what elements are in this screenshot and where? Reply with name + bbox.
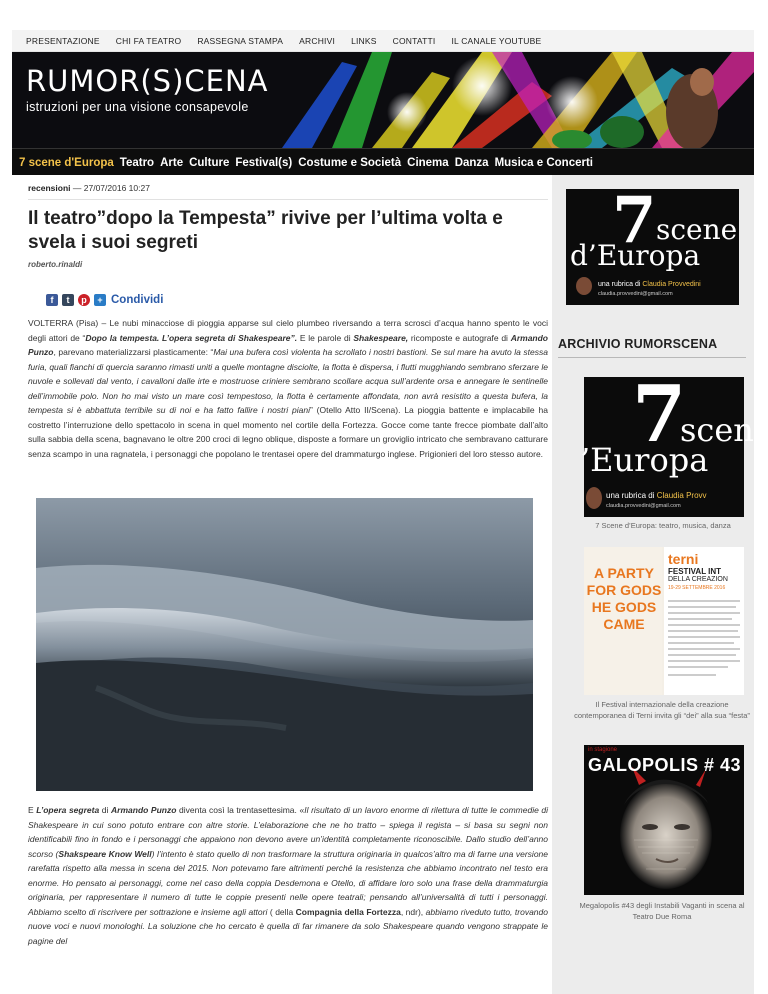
category-nav-item[interactable]: Costume e Società <box>298 156 402 169</box>
article-title: Il teatro”dopo la Tempesta” rivive per l’ultima volta e svela i suoi segreti <box>28 208 503 253</box>
ad-email: claudia.provvedini@gmail.com <box>598 291 673 297</box>
text-run: E <box>28 805 37 815</box>
top-nav-item[interactable]: CHI FA TEATRO <box>115 36 182 46</box>
text-run: , parevano materializzarsi plasticamente: “ <box>53 347 214 357</box>
text-run: Dopo la tempesta. L’opera segreta di Shakespeare”. <box>85 332 298 343</box>
thumb1-rubrica <box>606 491 707 500</box>
text-run: , ndr), <box>400 906 426 917</box>
category-nav-item[interactable]: 7 scene d'Europa <box>19 156 114 169</box>
ad-deuropa: d’Europa <box>570 239 701 272</box>
terni-brand: terni <box>668 551 699 567</box>
page <box>12 0 754 994</box>
ad-seven: 7 <box>612 183 657 258</box>
sidebar <box>552 175 754 994</box>
ad-author: Claudia Provvedini <box>642 281 701 288</box>
festival-dates: 19-29 SETTEMBRE 2016 <box>668 585 726 591</box>
text-run: Armando Punzo <box>28 332 548 357</box>
thumb1-email: claudia.provvedini@gmail.com <box>606 503 681 509</box>
share-plus-icon[interactable]: + <box>94 294 106 306</box>
festival-program-lines <box>666 597 746 687</box>
article-meta <box>28 183 150 193</box>
category-nav-list <box>12 149 754 176</box>
archive-thumb-7-scene[interactable] <box>580 369 754 517</box>
thumb1-seven: 7 <box>632 369 687 460</box>
thumb1-rubrica-label: una rubrica di <box>606 491 655 500</box>
7-scene-europa-banner[interactable] <box>566 183 739 305</box>
archive-thumb-galopolis[interactable] <box>584 745 744 895</box>
top-nav-item[interactable]: RASSEGNA STAMPA <box>197 36 284 46</box>
ad-rubrica-label: una rubrica di <box>598 281 641 288</box>
text-run: abbiamo riveduto tutto, trovando nuove voci e nuovi monologhi. La soluzione che ho cercato è quella di far rimanere da solo Shakespeare quando vengono strappate le pagine del <box>28 906 548 946</box>
archive-caption-3[interactable]: Megalopolis #43 degli Instabili Vaganti in scena al Teatro Due Roma <box>579 901 745 921</box>
text-run: Shakespeare, <box>353 332 409 343</box>
ad-scene: scene <box>656 213 738 246</box>
category-nav-item[interactable]: Arte <box>160 156 184 169</box>
article-author[interactable]: roberto.rinaldi <box>28 260 83 269</box>
facebook-icon[interactable]: f <box>46 294 58 306</box>
top-nav-item[interactable]: ARCHIVI <box>299 36 336 46</box>
category-nav-item[interactable]: Musica e Concerti <box>494 156 593 169</box>
share-bar <box>46 294 163 306</box>
thumb1-author-avatar <box>586 487 602 509</box>
archive-divider <box>558 357 746 358</box>
text-run: E le parole di <box>297 332 354 343</box>
archive-caption-2[interactable]: Il Festival internazionale della creazione contemporanea di Terni invita gli “dei” alla sua “festa” <box>574 700 750 720</box>
top-nav-item[interactable]: LINKS <box>351 36 377 46</box>
festival-name: FESTIVAL INT <box>668 567 722 576</box>
galopolis-kicker: in stagione <box>588 747 618 753</box>
galopolis-title: GALOPOLIS # 43 <box>588 755 742 775</box>
festival-sub: DELLA CREAZION <box>668 576 728 583</box>
top-nav-item[interactable]: IL CANALE YOUTUBE <box>451 36 542 46</box>
text-run: VOLTERRA (Pisa) – Le nubi minacciose di pioggia apparse sul cielo plumbeo riversando a terra scrosci d’acqua hanno spento le voci degli attori de “ <box>28 318 548 343</box>
category-nav-item[interactable]: Culture <box>189 156 230 169</box>
category-nav <box>12 148 754 175</box>
pinterest-icon[interactable]: p <box>78 294 90 306</box>
top-nav <box>12 30 754 52</box>
text-run: Armando Punzo <box>111 805 177 815</box>
article-date: — 27/07/2016 10:27 <box>72 183 150 193</box>
category-nav-item[interactable]: Danza <box>454 156 489 169</box>
text-run: ” (Otello Atto II/Scena). La pioggia battente e implacabile ha costretto l’interruzione dello spettacolo in scena in quel momento nel cortile della Fortezza. Gocce come tante frecce piombate dall’alto sulla sabbia della scena, bagnavano le oltre 200 croci di legno oblique, disposte a formare un groviglio intricato che sembravano catturare senza scampo in una ragnatela, i personaggi che popolano le trentasei opere del drammaturgo inglese. Prigionieri del loro stesso autore. <box>28 405 548 459</box>
text-run: Il risultato di un lavoro enorme di rilettura di tutte le commedie di Shakespeare in cui sono potuto entrare con altre storie. L’elaborazione che ne ho tratto – spiega il regista – si basa su segni non identificabili fino in fondo e i personaggi che appaiono non devono avere un’identità completamente riconoscibile. Dallo studio dell’anno scorso ( <box>28 805 549 859</box>
archive-thumb-terni-festival[interactable] <box>584 547 744 695</box>
storm-cloud-photo <box>36 498 533 791</box>
top-nav-item[interactable]: PRESENTAZIONE <box>26 36 100 46</box>
category-nav-item[interactable]: Festival(s) <box>235 156 293 169</box>
header-banner[interactable] <box>12 52 754 148</box>
text-run: ricomposte e autografe di <box>408 332 511 343</box>
article-category[interactable]: recensioni <box>28 183 71 193</box>
text-run: Shakspeare Know Well <box>58 848 152 859</box>
ad-rubrica <box>598 281 701 288</box>
thumb1-author: Claudia Provv <box>656 491 707 500</box>
archive-heading: ARCHIVIO RUMORSCENA <box>558 337 718 351</box>
tumblr-icon[interactable]: t <box>62 294 74 306</box>
text-run: di <box>99 805 112 815</box>
site-logo-subtitle: istruzioni per una visione consapevole <box>26 100 249 114</box>
archive-caption-1[interactable]: 7 Scene d’Europa: teatro, musica, danza <box>595 521 731 530</box>
thumb1-scene: scen <box>680 411 754 449</box>
article-paragraph-2 <box>28 803 548 948</box>
text-run: Compagnia della Fortezza <box>295 906 401 917</box>
top-nav-item[interactable]: CONTATTI <box>392 36 436 46</box>
text-run: diventa così la trentasettesima. « <box>176 805 305 815</box>
article <box>12 175 552 994</box>
text-run: ( della <box>267 906 296 917</box>
top-nav-list <box>12 30 754 52</box>
author-avatar <box>576 277 592 295</box>
text-run: Mai una bufera così violenta ha scrollato i nostri bastioni. Se sul mare ha avuto la stessa furia, quali fianchi di quercia saranno rimasti uniti a quelle montagne disciolte, la flotta è dispersa, i flutti mugghiando sembrano sferzare le nuvole e sollevati dal vento, i cavalloni dalle irte e mostruose criniere sembrano scollare acqua sull’ardente orsa e annegare le sentinelle dell’immobile polo. Non ho mai visto un mare così tempestoso, la flotta è certamente affondata, non avrà resistito a questa bufera, la tempesta si è abbattuta terribile su di noi e ha fatto fallire i nostri piani <box>28 347 548 415</box>
category-nav-item[interactable]: Teatro <box>119 156 155 169</box>
category-nav-item[interactable]: Cinema <box>407 156 449 169</box>
text-run: ) l’intento è stato quello di non trasformare la struttura originaria in qualcos’altro ma di farne una versione rarefatta rispetto alla messa in scena del 2015. Non potevamo fare altrimenti perché la resistenza che abbiamo incontrato nel testo era enorme. Ho pensato ai personaggi, come nel caso della coppia Desdemona e Otello, di affidare loro solo una frase della drammaturgia originaria, per rappresentare il numero di tutte le coppie presenti nelle opere teatrali; pensando all’universalità di tutti i personaggi. Abbiamo scelto di riscrivere per sottrazione e insieme agli attori <box>28 848 548 917</box>
site-logo-title: RUMOR(S)CENA <box>26 64 269 98</box>
storm-cloud-image <box>36 498 533 791</box>
text-run: L’opera segreta <box>36 805 100 815</box>
meta-divider <box>28 199 548 200</box>
thumb1-deuropa: ’Europa <box>580 441 709 479</box>
share-button[interactable]: Condividi <box>111 294 164 306</box>
party-for-gods-text: A PARTY FOR GODS HE GODS CAME <box>586 565 662 632</box>
article-paragraph-1 <box>28 316 548 461</box>
